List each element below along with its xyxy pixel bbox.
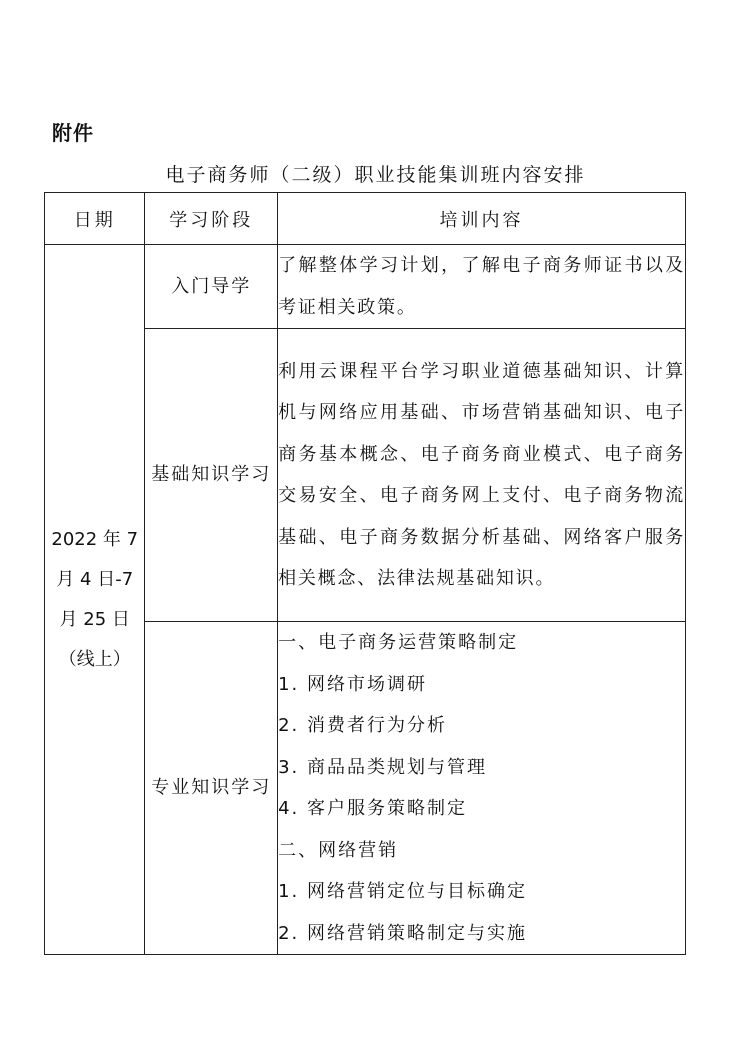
content-line: 3. 商品品类规划与管理 bbox=[278, 756, 487, 778]
content-cell: 了解整体学习计划，了解电子商务师证书以及考证相关政策。 bbox=[278, 245, 686, 329]
content-line: 4. 客户服务策略制定 bbox=[278, 798, 467, 819]
header-stage: 学习阶段 bbox=[145, 193, 278, 245]
stage-cell: 入门导学 bbox=[145, 245, 278, 329]
content-line: 二、网络营销 bbox=[278, 839, 399, 861]
content-line: 2. 消费者行为分析 bbox=[278, 715, 447, 736]
document-title: 电子商务师（二级）职业技能集训班内容安排 bbox=[165, 164, 586, 186]
table-row bbox=[45, 245, 686, 329]
stage-cell: 专业知识学习 bbox=[145, 622, 278, 955]
date-text: 2022 年 7 月 4 日-7 月 25 日（线上） bbox=[51, 528, 139, 670]
content-line: 1. 网络营销定位与目标确定 bbox=[278, 881, 527, 902]
training-schedule-table bbox=[44, 192, 686, 955]
content-line: 1. 网络市场调研 bbox=[278, 673, 427, 695]
header-content: 培训内容 bbox=[278, 193, 686, 245]
content-line: 一、电子商务运营策略制定 bbox=[278, 632, 519, 653]
content-cell: 利用云课程平台学习职业道德基础知识、计算机与网络应用基础、市场营销基础知识、电子商务基本概念、电子商务商业模式、电子商务交易安全、电子商务网上支付、电子商务物流基础、电子商务数据分析基础、网络客户服务相关概念、法律法规基础知识。 bbox=[278, 329, 686, 622]
header-date: 日期 bbox=[45, 193, 145, 245]
stage-cell: 基础知识学习 bbox=[145, 329, 278, 622]
table-header-row bbox=[45, 193, 686, 245]
date-cell bbox=[45, 245, 145, 955]
attachment-label: 附件 bbox=[52, 121, 94, 145]
content-line: 2. 网络营销策略制定与实施 bbox=[278, 922, 527, 944]
content-cell bbox=[278, 622, 686, 955]
